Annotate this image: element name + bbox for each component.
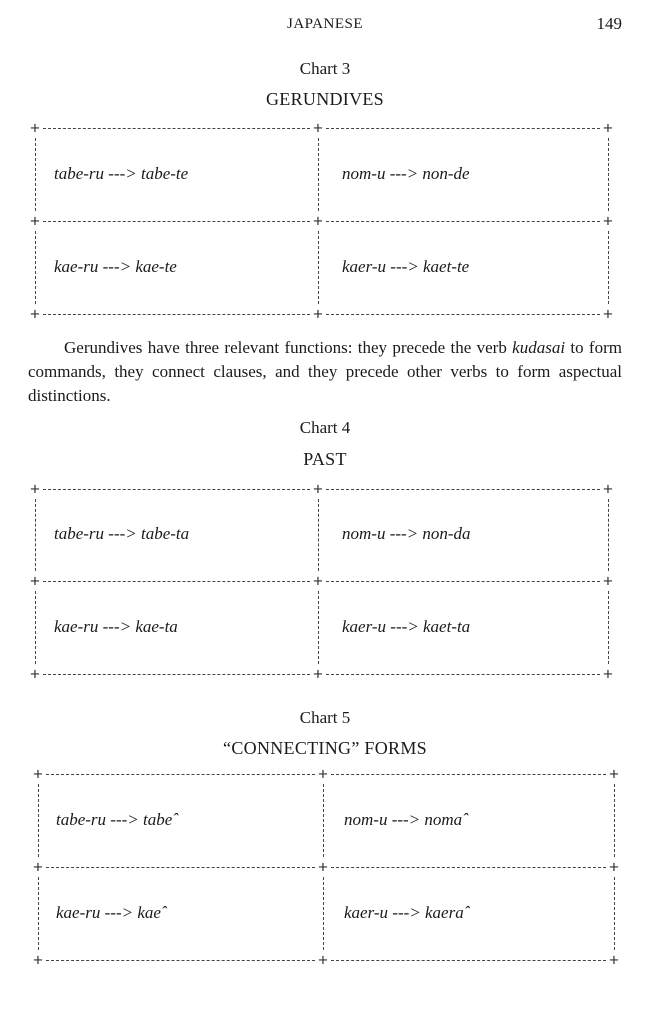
table-divider-dashed — [326, 489, 600, 490]
table-divider-dashed — [331, 774, 606, 775]
body-paragraph — [28, 336, 622, 408]
table-divider-dashed — [46, 867, 315, 868]
chart-5-label: Chart 5 — [299, 708, 351, 727]
table-corner-plus: + — [603, 571, 613, 591]
verb-form-cell: kae-ru ---> kae-te — [54, 256, 177, 276]
table-corner-plus: + — [313, 479, 323, 499]
paragraph-text-after: to form commands, they connect clauses, and they precede other verbs to form aspectual distinctions. — [28, 338, 622, 405]
table-corner-plus: + — [30, 211, 40, 231]
table-divider-dashed — [331, 867, 606, 868]
table-divider-vertical — [608, 231, 609, 304]
page-number: 149 — [596, 14, 622, 33]
table-divider-vertical — [318, 499, 319, 571]
table-divider-vertical — [608, 591, 609, 664]
verb-form-cell: tabe-ru ---> tabeˆ — [56, 809, 178, 829]
table-divider-dashed — [43, 674, 310, 675]
table-divider-dashed — [43, 221, 310, 222]
table-divider-dashed — [326, 221, 600, 222]
table-divider-vertical — [608, 499, 609, 571]
table-divider-vertical — [614, 877, 615, 950]
table-corner-plus: + — [313, 664, 323, 684]
table-divider-dashed — [331, 960, 606, 961]
table-divider-dashed — [43, 489, 310, 490]
table-corner-plus: + — [30, 479, 40, 499]
table-divider-vertical — [38, 877, 39, 950]
table-divider-dashed — [46, 960, 315, 961]
table-divider-dashed — [46, 774, 315, 775]
verb-form-cell: kae-ru ---> kaeˆ — [56, 902, 167, 922]
table-corner-plus: + — [318, 764, 328, 784]
table-corner-plus: + — [603, 118, 613, 138]
table-corner-plus: + — [318, 857, 328, 877]
table-corner-plus: + — [603, 479, 613, 499]
table-divider-dashed — [43, 581, 310, 582]
paragraph-emphasis: kudasai — [512, 338, 566, 357]
running-head: JAPANESE — [287, 16, 363, 32]
table-divider-vertical — [35, 138, 36, 211]
table-divider-vertical — [318, 591, 319, 664]
table-divider-vertical — [35, 591, 36, 664]
table-divider-vertical — [614, 784, 615, 857]
table-corner-plus: + — [30, 304, 40, 324]
table-corner-plus: + — [313, 211, 323, 231]
table-corner-plus: + — [33, 764, 43, 784]
chart-4-title: PAST — [303, 449, 347, 469]
table-corner-plus: + — [318, 950, 328, 970]
verb-form-cell: kaer-u ---> kaet-ta — [342, 616, 471, 636]
chart-3-label: Chart 3 — [299, 59, 351, 78]
verb-form-cell: kaer-u ---> kaeraˆ — [344, 902, 470, 922]
table-divider-dashed — [326, 314, 600, 315]
verb-form-cell: kaer-u ---> kaet-te — [342, 256, 470, 276]
table-divider-vertical — [318, 231, 319, 304]
table-corner-plus: + — [603, 304, 613, 324]
table-divider-dashed — [43, 128, 310, 129]
verb-form-cell: nom-u ---> non-da — [342, 524, 471, 543]
table-divider-vertical — [38, 784, 39, 857]
table-corner-plus: + — [30, 571, 40, 591]
table-divider-vertical — [35, 499, 36, 571]
table-divider-vertical — [35, 231, 36, 304]
table-divider-dashed — [326, 128, 600, 129]
table-corner-plus: + — [33, 950, 43, 970]
table-corner-plus: + — [33, 857, 43, 877]
table-divider-vertical — [323, 784, 324, 857]
table-corner-plus: + — [30, 118, 40, 138]
chart-3-title: GERUNDIVES — [266, 89, 384, 109]
verb-form-cell: tabe-ru ---> tabe-te — [54, 163, 189, 183]
verb-form-cell: tabe-ru ---> tabe-ta — [54, 524, 190, 543]
verb-form-cell: nom-u ---> nomaˆ — [344, 809, 468, 829]
chart-5-title: “CONNECTING” FORMS — [223, 738, 427, 758]
table-divider-dashed — [43, 314, 310, 315]
table-corner-plus: + — [313, 304, 323, 324]
paragraph-text-before: Gerundives have three relevant functions: they precede the verb — [64, 338, 513, 357]
table-corner-plus: + — [313, 571, 323, 591]
table-corner-plus: + — [30, 664, 40, 684]
table-divider-dashed — [326, 674, 600, 675]
verb-form-cell: kae-ru ---> kae-ta — [54, 616, 178, 636]
table-corner-plus: + — [603, 211, 613, 231]
table-corner-plus: + — [603, 664, 613, 684]
table-corner-plus: + — [609, 764, 619, 784]
chart-4-label: Chart 4 — [299, 418, 351, 437]
table-corner-plus: + — [609, 857, 619, 877]
table-divider-dashed — [326, 581, 600, 582]
table-corner-plus: + — [609, 950, 619, 970]
table-corner-plus: + — [313, 118, 323, 138]
table-divider-vertical — [608, 138, 609, 211]
table-divider-vertical — [323, 877, 324, 950]
table-divider-vertical — [318, 138, 319, 211]
verb-form-cell: nom-u ---> non-de — [342, 163, 470, 183]
